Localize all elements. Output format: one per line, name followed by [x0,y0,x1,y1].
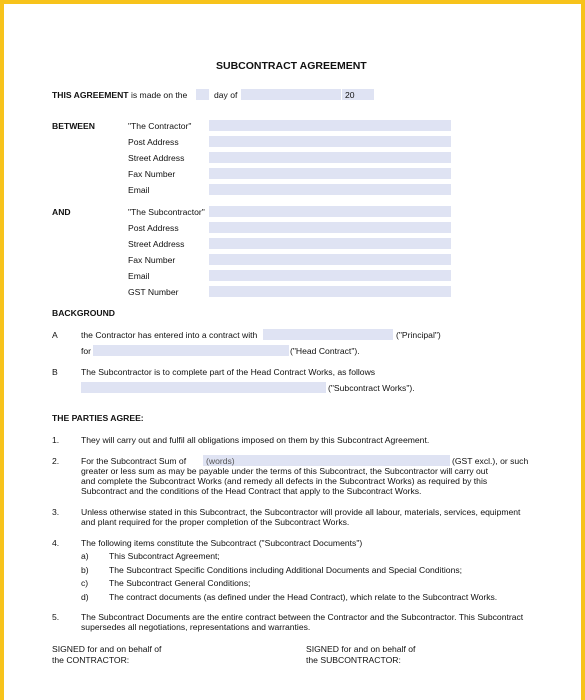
contractor-post-field[interactable] [209,136,451,147]
intro-line [52,90,187,101]
signed-subcontractor-line1: SIGNED for and on behalf of [306,644,416,654]
background-a-for: for [81,346,92,356]
document-page [4,4,581,700]
item4-d-text: The contract documents (as defined under the Head Contract), which relate to the Subcontract Works. [109,592,498,602]
contractor-label: "The Contractor" [128,121,192,131]
contractor-street-field[interactable] [209,152,451,163]
contractor-fax-label: Fax Number [128,169,176,179]
signed-contractor-line2: the CONTRACTOR: [52,655,130,665]
item5-line2: supersedes all negotiations, representations and warranties. [81,622,311,632]
item2-line3: and complete the Subcontract Works (and remedy all defects in the Subcontract Works) as required by this [81,476,488,486]
subcontractor-post-field[interactable] [209,222,451,233]
item4-text: The following items constitute the Subcontract ("Subcontract Documents") [81,538,363,548]
contractor-fax-field[interactable] [209,168,451,179]
item2-line2: greater or less sum as may be payable under the terms of this Subcontract, the Subcontractor will carry out [81,466,488,476]
head-contract-field[interactable] [93,345,289,356]
background-b-text: The Subcontractor is to complete part of the Head Contract Works, as follows [81,367,376,377]
contractor-street-label: Street Address [128,153,185,163]
item4-number: 4. [52,538,60,548]
contractor-name-field[interactable] [209,120,451,131]
background-a-principal: ("Principal") [396,330,441,340]
item4-d-letter: d) [81,592,89,602]
item4-c-text: The Subcontract General Conditions; [109,578,251,588]
intro-year-prefix: 20 [345,90,355,100]
subcontractor-gst-field[interactable] [209,286,451,297]
subcontractor-label: "The Subcontractor" [128,207,205,217]
contractor-email-label: Email [128,185,150,195]
item3-line1: Unless otherwise stated in this Subcontract, the Subcontractor will provide all labour, materials, services, equipment [81,507,521,517]
principal-field[interactable] [263,329,393,340]
subcontractor-name-field[interactable] [209,206,451,217]
subcontract-sum-placeholder: (words) [206,456,235,466]
contractor-post-label: Post Address [128,137,179,147]
document-title: SUBCONTRACT AGREEMENT [216,60,367,72]
month-field[interactable] [241,89,341,100]
item4-a-text: This Subcontract Agreement; [109,551,220,561]
background-heading: BACKGROUND [52,308,116,318]
day-field[interactable] [196,89,209,100]
item5-number: 5. [52,612,60,622]
parties-heading: THE PARTIES AGREE: [52,413,144,423]
between-label: BETWEEN [52,121,95,131]
contractor-email-field[interactable] [209,184,451,195]
subcontractor-email-field[interactable] [209,270,451,281]
item2-line4: Subcontract and the conditions of the Head Contract that apply to the Subcontract Works. [81,486,422,496]
subcontractor-fax-field[interactable] [209,254,451,265]
subcontractor-fax-label: Fax Number [128,255,176,265]
subcontractor-email-label: Email [128,271,150,281]
signed-subcontractor-line2: the SUBCONTRACTOR: [306,655,401,665]
intro-made-on: is made on the [130,90,188,100]
subcontract-sum-field[interactable] [203,455,450,466]
item2-lead: For the Subcontract Sum of [81,456,187,466]
item3-line2: and plant required for the proper completion of the Subcontract Works. [81,517,350,527]
item4-b-letter: b) [81,565,89,575]
item3-number: 3. [52,507,60,517]
subcontractor-street-field[interactable] [209,238,451,249]
subcontractor-gst-label: GST Number [128,287,179,297]
background-a-text: the Contractor has entered into a contract with [81,330,258,340]
item2-number: 2. [52,456,60,466]
subcontract-works-field[interactable] [81,382,326,393]
item4-c-letter: c) [81,578,89,588]
signed-contractor-line1: SIGNED for and on behalf of [52,644,162,654]
item2-gst: (GST excl.), or such [452,456,529,466]
subcontractor-post-label: Post Address [128,223,179,233]
item4-b-text: The Subcontract Specific Conditions including Additional Documents and Special Conditions; [109,565,463,575]
intro-day-of: day of [214,90,238,100]
item1-text: They will carry out and fulfil all obligations imposed on them by this Subcontract Agreement. [81,435,430,445]
intro-lead: THIS AGREEMENT [52,90,129,100]
background-b-works: ("Subcontract Works"). [328,383,415,393]
background-a-letter: A [52,330,58,340]
item4-a-letter: a) [81,551,89,561]
subcontractor-street-label: Street Address [128,239,185,249]
and-label: AND [52,207,71,217]
background-b-letter: B [52,367,58,377]
item5-line1: The Subcontract Documents are the entire contract between the Contractor and the Subcontractor. This Subcontract [81,612,524,622]
background-a-head-contract: ("Head Contract"). [290,346,360,356]
item1-number: 1. [52,435,60,445]
